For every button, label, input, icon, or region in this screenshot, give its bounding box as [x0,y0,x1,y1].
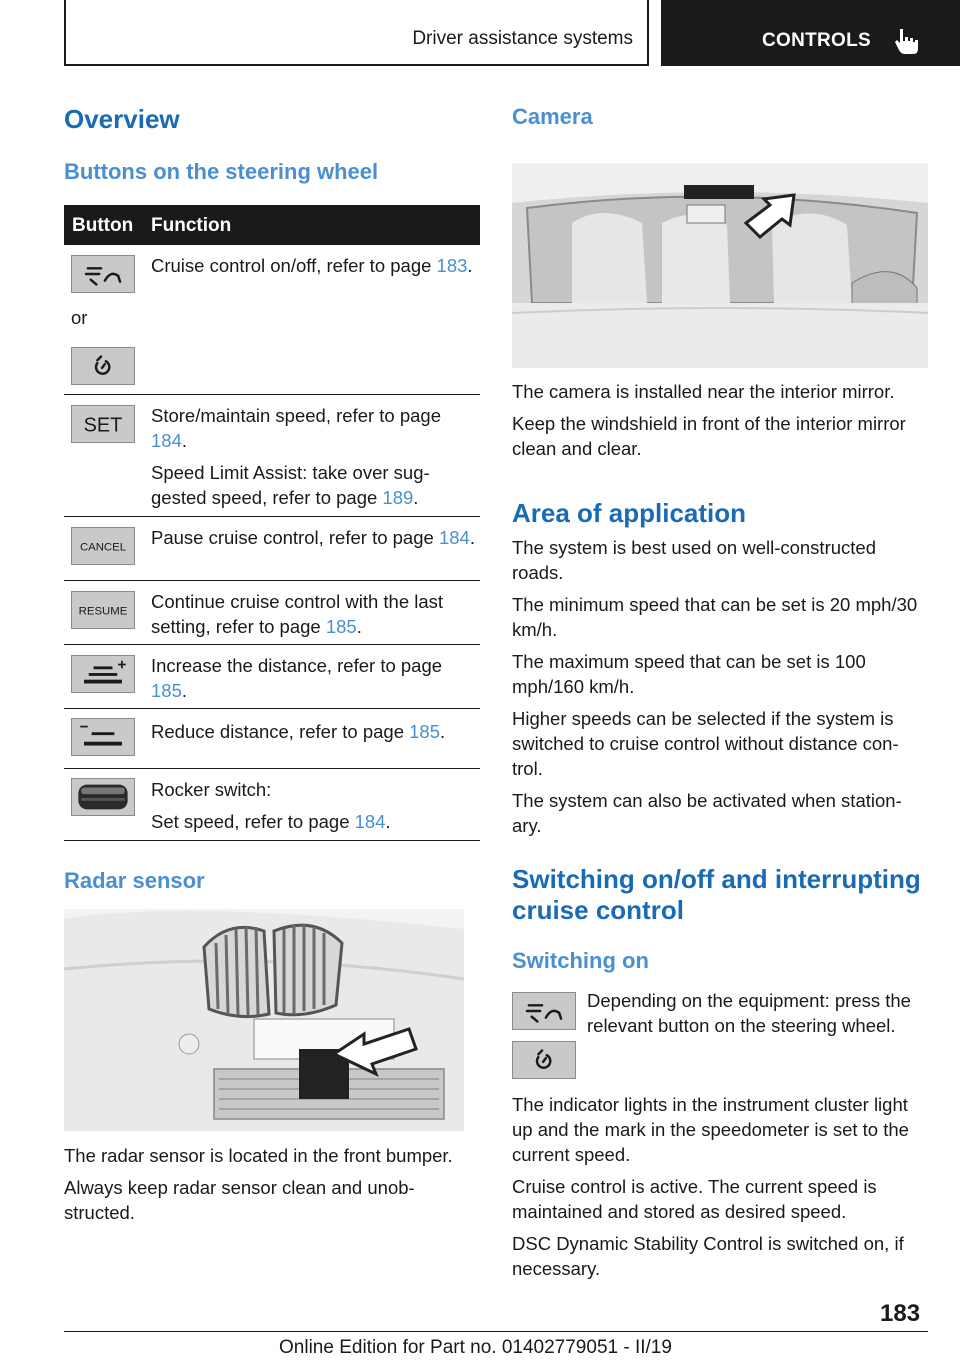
table-row [64,645,480,709]
cruise-control-limiter-icon [71,347,135,385]
page-link[interactable]: 185 [409,721,441,742]
footer-divider [64,1331,928,1332]
or-label: or [71,307,88,328]
svg-text:RESUME: RESUME [78,605,128,618]
switching-paragraph: The indicator lights in the instrument cluster light up and the mark in the speedometer is set to the current speed. [512,1094,909,1165]
camera-title: Camera [512,104,593,129]
radar-sensor-image [64,909,464,1131]
row-function-text: Pause cruise control, refer to page 184. [151,527,475,548]
table-row [64,517,480,581]
radar-text [64,1143,474,1225]
table-row [64,581,480,645]
table-row [64,769,480,841]
table-row [64,245,480,395]
table-row [64,395,480,517]
application-paragraph: The system can also be activated when station‐ary. [512,790,902,836]
footer-edition: Online Edition for Part no. 01402779051 - II/19 [279,1337,672,1358]
application-paragraph: The minimum speed that can be set is 20 mph/30 km/h. [512,594,918,640]
application-title: Area of application [512,498,747,528]
page-link[interactable]: 183 [436,255,468,276]
header-section-box [64,0,649,66]
rocker-switch-icon [71,778,135,816]
overview-title: Overview [64,104,180,134]
cruise-control-icon [71,255,135,293]
svg-text:CANCEL: CANCEL [79,541,127,554]
svg-text:SET: SET [83,414,123,437]
cruise-control-limiter-icon [512,1041,576,1079]
switching-text [512,1092,928,1281]
pointing-hand-icon [894,27,920,55]
switching-paragraph: DSC Dynamic Stability Control is switched on, if necessary. [512,1233,904,1279]
header-chapter-box [661,0,960,66]
row-function-text: Increase the distance, refer to page 185. [151,655,443,701]
application-text [512,535,928,838]
header-chapter-title: CONTROLS [762,30,872,51]
table-header [64,205,480,245]
switching-paragraph: Cruise control is active. The current speed is maintained and stored as desired speed. [512,1176,877,1222]
page-link[interactable]: 185 [151,680,182,701]
cancel-button-icon [71,527,135,565]
page-number: 183 [880,1300,921,1327]
page-link[interactable]: 184 [438,527,470,548]
radar-paragraph: Always keep radar sensor clean and unob‐structed. [64,1177,415,1223]
radar-paragraph: The radar sensor is located in the front bumper. [64,1145,453,1166]
header-section-title: Driver assistance systems [412,28,633,49]
resume-button-icon [71,591,135,629]
page-link[interactable]: 185 [325,616,357,637]
row-function-text: Continue cruise control with the last setting, refer to page 185. [151,591,444,637]
page-link[interactable]: 184 [354,811,386,832]
application-paragraph: Higher speeds can be selected if the system is switched to cruise control without distance con‐trol. [512,708,899,779]
set-button-icon [71,405,135,443]
application-paragraph: The system is best used on well-constructed roads. [512,537,876,583]
switching-title: Switching on/off and interrupting cruise control [512,864,921,925]
camera-text [512,379,928,461]
row-function-text: Store/maintain speed, refer to page 184. Speed Limit Assist: take over sug‐gested speed, refer to page 189. [151,405,442,508]
distance-increase-icon [71,655,135,693]
page-link[interactable]: 189 [382,487,414,508]
buttons-subtitle: Buttons on the steering wheel [64,159,379,184]
switching-on-subtitle: Switching on [512,948,649,973]
col-button-header: Button [72,215,134,236]
row-function-text: Reduce distance, refer to page 185. [151,721,446,742]
col-function-header: Function [151,215,232,236]
table-row [64,709,480,769]
camera-paragraph: The camera is installed near the interior mirror. [512,381,895,402]
camera-paragraph: Keep the windshield in front of the interior mirror clean and clear. [512,413,906,459]
page-link[interactable]: 184 [151,430,182,451]
switching-intro: Depending on the equipment: press the relevant button on the steering wheel. [587,990,911,1036]
radar-title: Radar sensor [64,868,205,893]
camera-image [512,163,928,368]
cruise-control-icon [512,992,576,1030]
distance-decrease-icon [71,718,135,756]
row-function-text: Rocker switch: Set speed, refer to page 184. [151,779,391,832]
application-paragraph: The maximum speed that can be set is 100 mph/160 km/h. [512,651,866,697]
buttons-table [64,205,480,841]
row-function-text: Cruise control on/off, refer to page 183. [151,255,473,276]
